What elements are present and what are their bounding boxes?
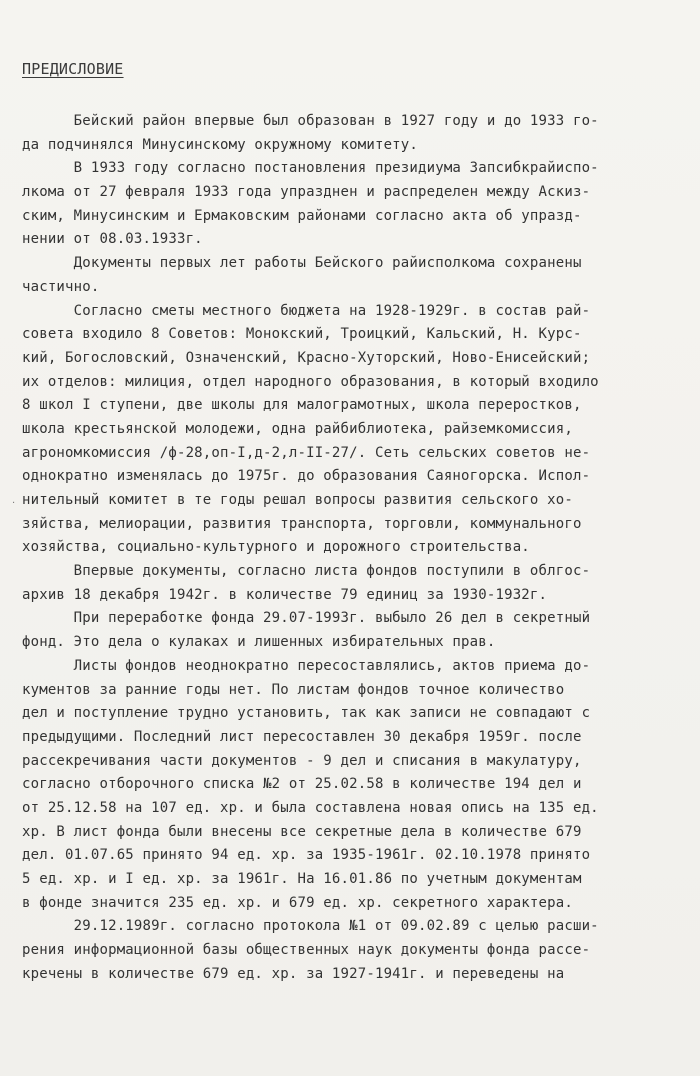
text-line: фонд. Это дела о кулаках и лишенных избирательных прав.: [22, 634, 496, 651]
text-line: частично.: [22, 278, 100, 295]
text-line: архив 18 декабря 1942г. в количестве 79 единиц за 1930-1932г.: [22, 586, 548, 603]
text-line: ским, Минусинским и Ермаковским районами согласно акта об упразд-: [22, 207, 582, 224]
text-line: рассекречивания части документов - 9 дел и списания в макулатуру,: [22, 752, 582, 769]
text-line: в фонде значится 235 ед. хр. и 679 ед. хр. секретного характера.: [22, 894, 573, 911]
text-line: хозяйства, социально-культурного и дорожного строительства.: [22, 539, 530, 556]
document-body: [22, 110, 694, 986]
text-line: от 25.12.58 на 107 ед. хр. и была составлена новая опись на 135 ед.: [22, 799, 599, 816]
text-line: их отделов: милиция, отдел народного образования, в который входило: [22, 373, 599, 390]
text-line: При переработке фонда 29.07-1993г. выбыло 26 дел в секретный: [22, 610, 591, 627]
text-line: Листы фондов неоднократно пересоставлялись, актов приема до-: [22, 657, 591, 674]
text-line: Бейский район впервые был образован в 1927 году и до 1933 го-: [22, 113, 599, 129]
text-line: рения информационной базы общественных наук документы фонда рассе-: [22, 942, 591, 959]
text-line: нении от 08.03.1933г.: [22, 231, 203, 248]
text-line: Документы первых лет работы Бейского райисполкома сохранены: [22, 255, 582, 272]
text-line: предыдущими. Последний лист пересоставлен 30 декабря 1959г. после: [22, 728, 582, 745]
text-line: школа крестьянской молодежи, одна райбиблиотека, райземкомиссия,: [22, 420, 573, 437]
text-line: дел и поступление трудно установить, так как записи не совпадают с: [22, 705, 591, 722]
text-line: хр. В лист фонда были внесены все секретные дела в количестве 679: [22, 823, 582, 840]
text-line: однократно изменялась до 1975г. до образования Саяногорска. Испол-: [22, 468, 591, 485]
page-title: ПРЕДИСЛОВИЕ: [22, 60, 124, 78]
text-line: Впервые документы, согласно листа фондов поступили в облгос-: [22, 563, 591, 580]
text-line: 29.12.1989г. согласно протокола №1 от 09.02.89 с целью расши-: [22, 918, 599, 935]
text-line: 5 ед. хр. и I ед. хр. за 1961г. На 16.01.86 по учетным документам: [22, 871, 582, 887]
text-line: дел. 01.07.65 принято 94 ед. хр. за 1935-1961г. 02.10.1978 принято: [22, 847, 591, 864]
text-line: лкома от 27 февраля 1933 года упразднен и распределен между Аскиз-: [22, 184, 591, 201]
text-line: согласно отборочного списка №2 от 25.02.58 в количестве 194 дел и: [22, 776, 582, 793]
text-line: 8 школ I ступени, две школы для малограмотных, школа переростков,: [22, 397, 582, 414]
text-line: нительный комитет в те годы решал вопросы развития сельского хо-: [22, 492, 573, 508]
text-line: зяйства, мелиорации, развития транспорта, торговли, коммунального: [22, 515, 582, 532]
text-line: совета входило 8 Советов: Монокский, Троицкий, Кальский, Н. Курс-: [22, 326, 582, 343]
text-line: В 1933 году согласно постановления президиума Запсибкрайиспо-: [22, 160, 599, 177]
text-line: да подчинялся Минусинскому окружному комитету.: [22, 136, 419, 153]
text-line: Согласно сметы местного бюджета на 1928-1929г. в состав рай-: [22, 302, 591, 319]
text-line: кументов за ранние годы нет. По листам фондов точное количество: [22, 681, 565, 698]
margin-mark: ·: [12, 498, 16, 509]
text-line: кий, Богословский, Означенский, Красно-Хуторский, Ново-Енисейский;: [22, 349, 591, 366]
text-line: агрономкомиссия /ф-28,оп-I,д-2,л-II-27/. Сеть сельских советов не-: [22, 444, 591, 461]
text-line: кречены в количестве 679 ед. хр. за 1927-1941г. и переведены на: [22, 965, 565, 982]
